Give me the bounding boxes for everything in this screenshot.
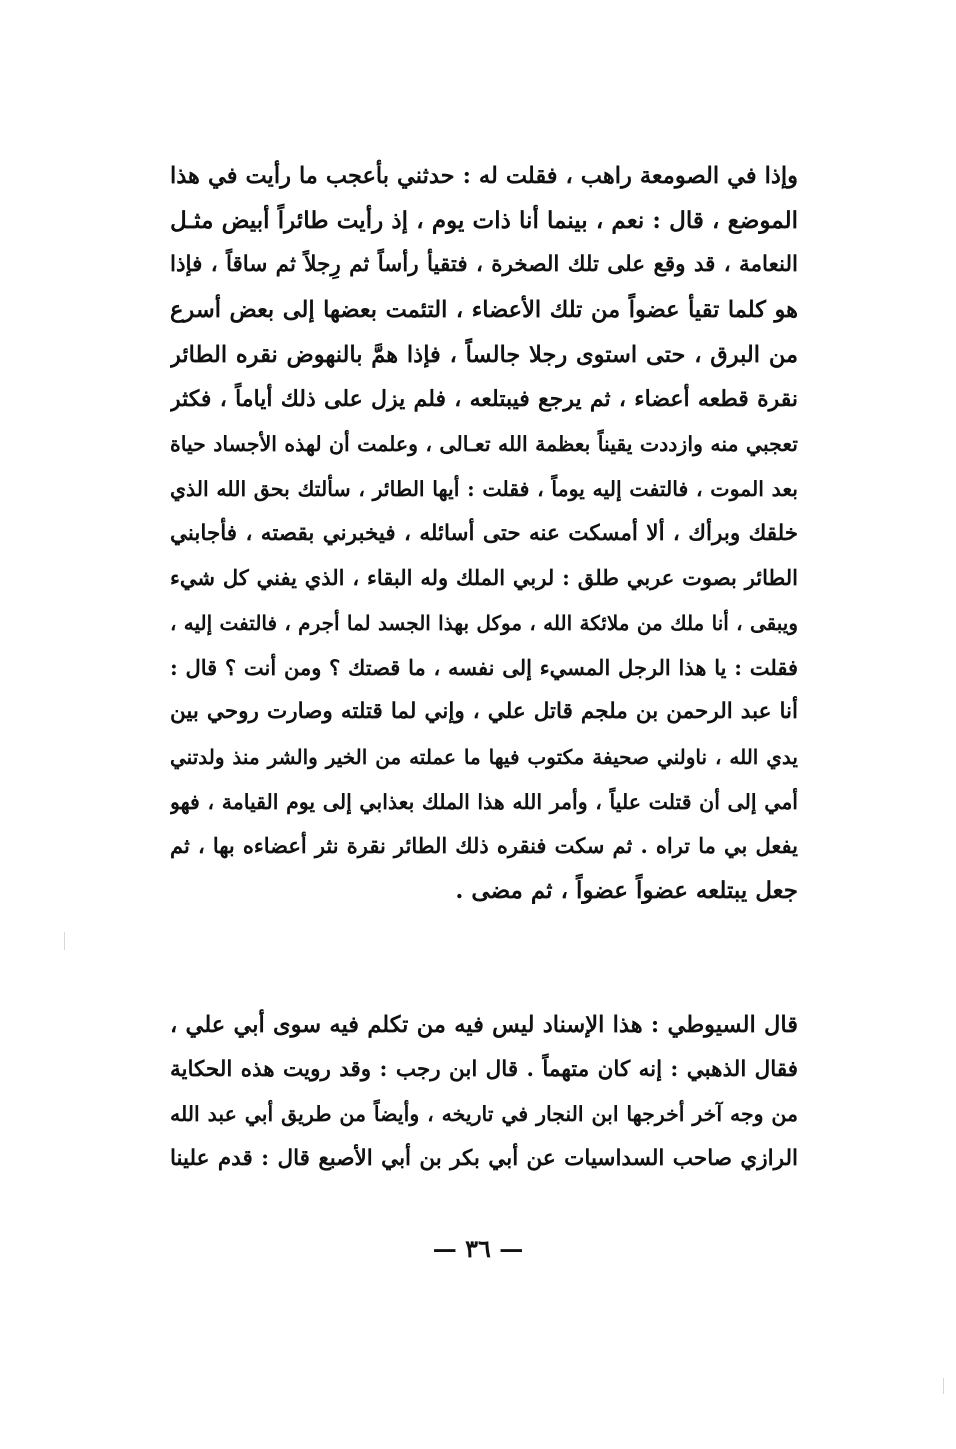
text-line: يدي الله ، ناولني صحيفة مكتوب فيها ما عملته من الخير والشر منذ ولدتني — [170, 744, 798, 769]
text-line: بعد الموت ، فالتفت إليه يوماً ، فقلت : أيها الطائر ، سألتك بحق الله الذي — [170, 476, 798, 501]
text-line: الرازي صاحب السداسيات عن أبي بكر بن أبي الأصبع قال : قدم علينا — [170, 1146, 798, 1172]
text-line: من البرق ، حتى استوى رجلا جالساً ، فإذا همَّ بالنهوض نقره الطائر — [170, 341, 798, 368]
text-line: فقال الذهبي : إنه كان متهماً . قال ابن رجب : وقد رويت هذه الحكاية — [170, 1056, 798, 1082]
text-line: جعل يبتلعه عضواً عضواً ، ثم مضى . — [455, 877, 798, 904]
text-line: أنا عبد الرحمن بن ملجم قاتل علي ، وإني لما قتلته وصارت روحي بين — [170, 699, 798, 725]
text-line: أمي إلى أن قتلت علياً ، وأمر الله هذا الملك بعذابي إلى يوم القيامة ، فهو — [170, 789, 798, 814]
text-line: هو كلما تقيأ عضواً من تلك الأعضاء ، التئمت بعضها إلى بعض أسرع — [170, 297, 798, 324]
text-line: قال السيوطي : هذا الإسناد ليس فيه من تكلم فيه سوى أبي علي ، — [170, 1012, 798, 1038]
text-line: فقلت : يا هذا الرجل المسيء إلى نفسه ، ما قصتك ؟ ومن أنت ؟ قال : — [170, 654, 798, 680]
text-line: وإذا في الصومعة راهب ، فقلت له : حدثني بأعجب ما رأيت في هذا — [170, 163, 798, 189]
text-line: خلقك وبرأك ، ألا أمسكت عنه حتى أسائله ، فيخبرني بقصته ، فأجابني — [170, 520, 798, 546]
text-line: الطائر بصوت عربي طلق : لربي الملك وله البقاء ، الذي يفني كل شيء — [170, 565, 798, 591]
text-line: النعامة ، قد وقع على تلك الصخرة ، فتقيأ رأساً ثم رِجلاً ثم ساقاً ، فإذا — [170, 252, 798, 278]
text-line: الموضع ، قال : نعم ، بينما أنا ذات يوم ، إذ رأيت طائراً أبيض مثـل — [170, 206, 798, 234]
text-line: من وجه آخر أخرجها ابن النجار في تاريخه ، وأيضاً من طريق أبي عبد الله — [170, 1102, 798, 1127]
text-line: نقرة قطعه أعضاء ، ثم يرجع فيبتلعه ، فلم يزل على ذلك أياماً ، فكثر — [170, 386, 798, 413]
scan-artifact — [64, 932, 65, 950]
text-line: ويبقى ، أنا ملك من ملائكة الله ، موكل بهذا الجسد لما أجرم ، فالتفت إليه ، — [170, 610, 798, 635]
page-number: — ٣٦ — — [432, 1234, 524, 1263]
text-line: يفعل بي ما تراه . ثم سكت فنقره ذلك الطائر نقرة نثر أعضاءه بها ، ثم — [170, 833, 798, 859]
paragraph-1 — [170, 154, 798, 914]
scan-artifact — [943, 1378, 944, 1394]
paragraph-2 — [170, 1003, 798, 1182]
text-line: تعجبي منه وازددت يقيناً بعظمة الله تعـالى ، وعلمت أن لهذه الأجساد حياة — [170, 432, 798, 457]
